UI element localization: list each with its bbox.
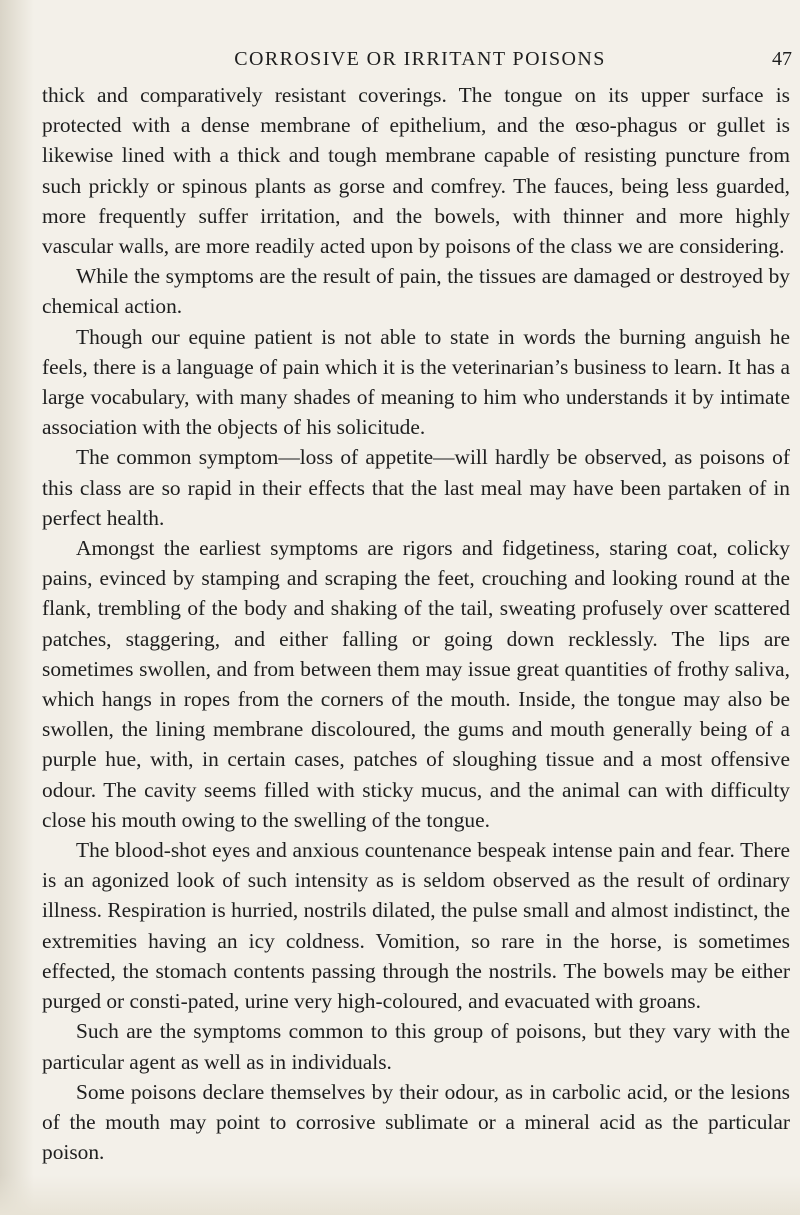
- page-bottom-shadow: [0, 1175, 800, 1215]
- paragraph: The common symptom—loss of appetite—will hardly be observed, as poisons of this class are so rapid in their effects that the last meal may have been partaken of in perfect health.: [42, 445, 790, 530]
- paragraph: Some poisons declare themselves by their odour, as in carbolic acid, or the lesions of the mouth may point to corrosive sublimate or a mineral acid as the particular poison.: [42, 1079, 790, 1165]
- paragraph: Amongst the earliest symptoms are rigors and fidgetiness, staring coat, colicky pains, evinced by stamping and scraping the feet, crouching and looking round at the flank, trembling of the body and shaking of the tail, sweating profusely over scattered patches, staggering, and either falling or going down recklessly. The lips are sometimes swollen, and from between them may issue great quantities of frothy saliva, which hangs in ropes from the corners of the mouth. Inside, the tongue may also be swollen, the lining membrane discoloured, the gums and mouth generally being of a purple hue, with, in certain cases, patches of sloughing tissue and a most offensive odour. The cavity seems filled with sticky mucus, and the animal can with difficulty close his mouth owing to the swelling of the tongue.: [42, 536, 790, 832]
- page-gutter-shadow: [0, 0, 34, 1215]
- paragraph: Such are the symptoms common to this group of poisons, but they vary with the particular agent as well as in individuals.: [42, 1019, 790, 1074]
- paragraph-continuation: thick and comparatively resistant coverings. The tongue on its upper surface is protected with a dense membrane of epithelium, and the œso-phagus or gullet is likewise lined with a thick and tough membrane capable of resisting puncture from such prickly or spinous plants as gorse and comfrey. The fauces, being less guarded, more frequently suffer irritation, and the bowels, with thinner and more highly vascular walls, are more readily acted upon by poisons of the class we are considering.: [42, 83, 790, 259]
- paragraph: While the symptoms are the result of pain, the tissues are damaged or destroyed by chemical action.: [42, 264, 790, 319]
- paragraph: The blood-shot eyes and anxious countenance bespeak intense pain and fear. There is an agonized look of such intensity as is seldom observed as the result of ordinary illness. Respiration is hurried, nostrils dilated, the pulse small and almost indistinct, the extremities having an icy coldness. Vomition, so rare in the horse, is sometimes effected, the stomach contents passing through the nostrils. The bowels may be either purged or consti-pated, urine very high-coloured, and evacuated with groans.: [42, 838, 790, 1014]
- page-number: 47: [772, 48, 792, 70]
- running-title: CORROSIVE OR IRRITANT POISONS: [234, 48, 606, 70]
- running-head: [42, 44, 798, 72]
- paragraph: Though our equine patient is not able to state in words the burning anguish he feels, there is a language of pain which it is the veterinarian’s business to learn. It has a large vocabulary, with many shades of meaning to him who understands it by intimate association with the objects of his solicitude.: [42, 324, 790, 440]
- body-text: [42, 80, 790, 1167]
